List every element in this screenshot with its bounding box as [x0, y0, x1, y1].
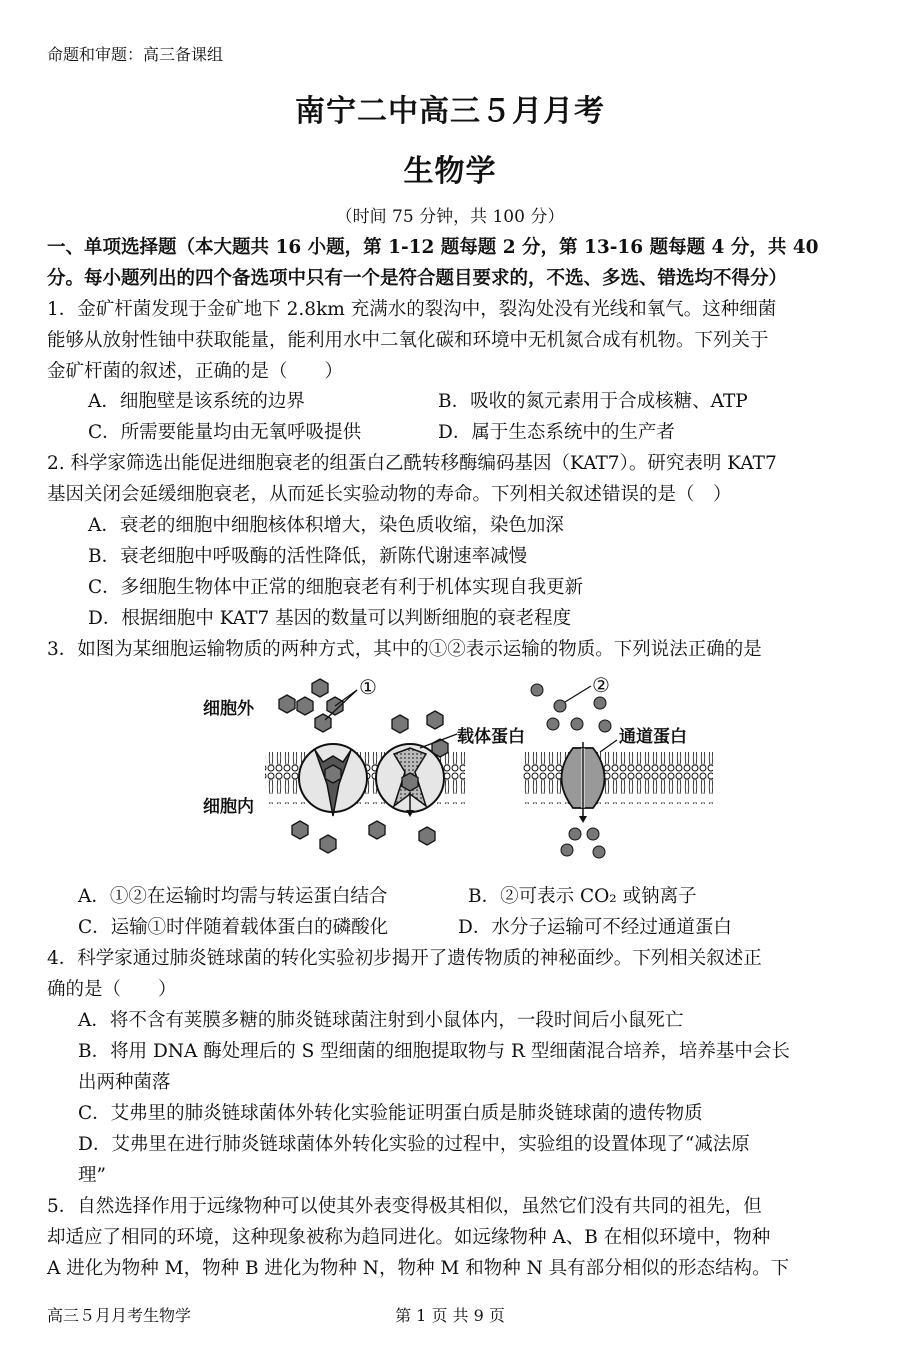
q4-option-d: D．艾弗里在进行肺炎链球菌体外转化实验的过程中，实验组的设置体现了“减法原	[78, 1134, 750, 1155]
q2-option-b: B．衰老细胞中呼吸酶的活性降低，新陈代谢速率减慢	[88, 546, 528, 567]
q2-option-c: C．多细胞生物体中正常的细胞衰老有利于机体实现自我更新	[88, 577, 584, 598]
q1-stem: 能够从放射性铀中获取能量，能利用水中二氧化碳和环境中无机氮合成有机物。下列关于	[47, 330, 769, 351]
q3-option-c: C．运输①时伴随着载体蛋白的磷酸化	[78, 917, 389, 938]
channel-protein-label: 通道蛋白	[619, 727, 687, 747]
q4-stem: 4．科学家通过肺炎链球菌的转化实验初步揭开了遗传物质的神秘面纱。下列相关叙述正	[47, 948, 762, 969]
inside-label: 细胞内	[203, 797, 254, 817]
section-heading-cont: 分。每小题列出的四个备选项中只有一个是符合题目要求的，不选、多选、错选均不得分）	[47, 268, 788, 289]
label-substance-2: ②	[592, 673, 610, 697]
channel-protein	[562, 742, 605, 823]
q3-option-d: D．水分子运输可不经过通道蛋白	[458, 917, 732, 938]
q4-option-a: A．将不含有荚膜多糖的肺炎链球菌注射到小鼠体内，一段时间后小鼠死亡	[78, 1010, 684, 1031]
subject-title: 生物学	[403, 154, 497, 189]
q3-stem: 3．如图为某细胞运输物质的两种方式，其中的①②表示运输的物质。下列说法正确的是	[47, 639, 762, 660]
q1-option-b: B．吸收的氮元素用于合成核糖、ATP	[438, 391, 748, 412]
membrane-right	[523, 752, 713, 804]
q2-option-a: A．衰老的细胞中细胞核体积增大，染色质收缩，染色加深	[88, 515, 564, 536]
setter-note: 命题和审题：高三备课组	[47, 45, 224, 64]
membrane-transport-figure	[195, 668, 715, 868]
q2-option-d: D．根据细胞中 KAT7 基因的数量可以判断细胞的衰老程度	[88, 608, 572, 629]
q4-option-c: C．艾弗里的肺炎链球菌体外转化实验能证明蛋白质是肺炎链球菌的遗传物质	[78, 1103, 703, 1124]
q5-stem: 却适应了相同的环境，这种现象被称为趋同进化。如远缘物种 A、B 在相似环境中，物种	[47, 1227, 771, 1248]
q1-option-a: A．细胞壁是该系统的边界	[88, 391, 305, 412]
carrier-protein-2	[376, 744, 444, 817]
q1-stem: 金矿杆菌的叙述，正确的是（ ）	[47, 361, 344, 382]
q2-stem: 基因关闭会延缓细胞衰老，从而延长实验动物的寿命。下列相关叙述错误的是（ ）	[47, 484, 732, 505]
q5-stem: 5．自然选择作用于远缘物种可以使其外表变得极其相似，虽然它们没有共同的祖先，但	[47, 1196, 762, 1217]
q2-stem: 2. 科学家筛选出能促进细胞衰老的组蛋白乙酰转移酶编码基因（KAT7）。研究表明 KAT7	[47, 453, 777, 474]
carrier-protein-1	[299, 744, 367, 816]
outside-label: 细胞外	[203, 699, 254, 719]
q4-option-b-cont: 出两种菌落	[78, 1072, 171, 1093]
q1-stem: 1．金矿杆菌发现于金矿地下 2.8km 充满水的裂沟中，裂沟处没有光线和氧气。这种细菌	[47, 299, 777, 320]
q4-stem: 确的是（ ）	[47, 979, 177, 1000]
q1-option-c: C．所需要能量均由无氧呼吸提供	[88, 422, 362, 443]
q3-option-b: B．②可表示 CO₂ 或钠离子	[468, 886, 697, 907]
q4-option-b: B．将用 DNA 酶处理后的 S 型细菌的细胞提取物与 R 型细菌混合培养，培养基中会长	[78, 1041, 790, 1062]
exam-title: 南宁二中高三５月月考	[295, 94, 605, 129]
q3-option-a: A．①②在运输时均需与转运蛋白结合	[78, 886, 388, 907]
label-substance-1: ①	[359, 675, 377, 699]
q4-option-d-cont: 理”	[78, 1165, 106, 1186]
page-number: 第 1 页 共 9 页	[395, 1306, 505, 1325]
time-info: （时间 75 分钟，共 100 分）	[335, 207, 565, 227]
q1-option-d: D．属于生态系统中的生产者	[438, 422, 675, 443]
carrier-protein-label: 载体蛋白	[457, 727, 525, 747]
section-heading: 一、单项选择题（本大题共 16 小题，第 1-12 题每题 2 分，第 13-16 题每题 4 分，共 40	[47, 237, 819, 258]
footer-exam-name: 高三５月月考生物学	[47, 1306, 192, 1325]
q5-stem: A 进化为物种 M，物种 B 进化为物种 N，物种 M 和物种 N 具有部分相似的形态结构。下	[47, 1258, 790, 1279]
